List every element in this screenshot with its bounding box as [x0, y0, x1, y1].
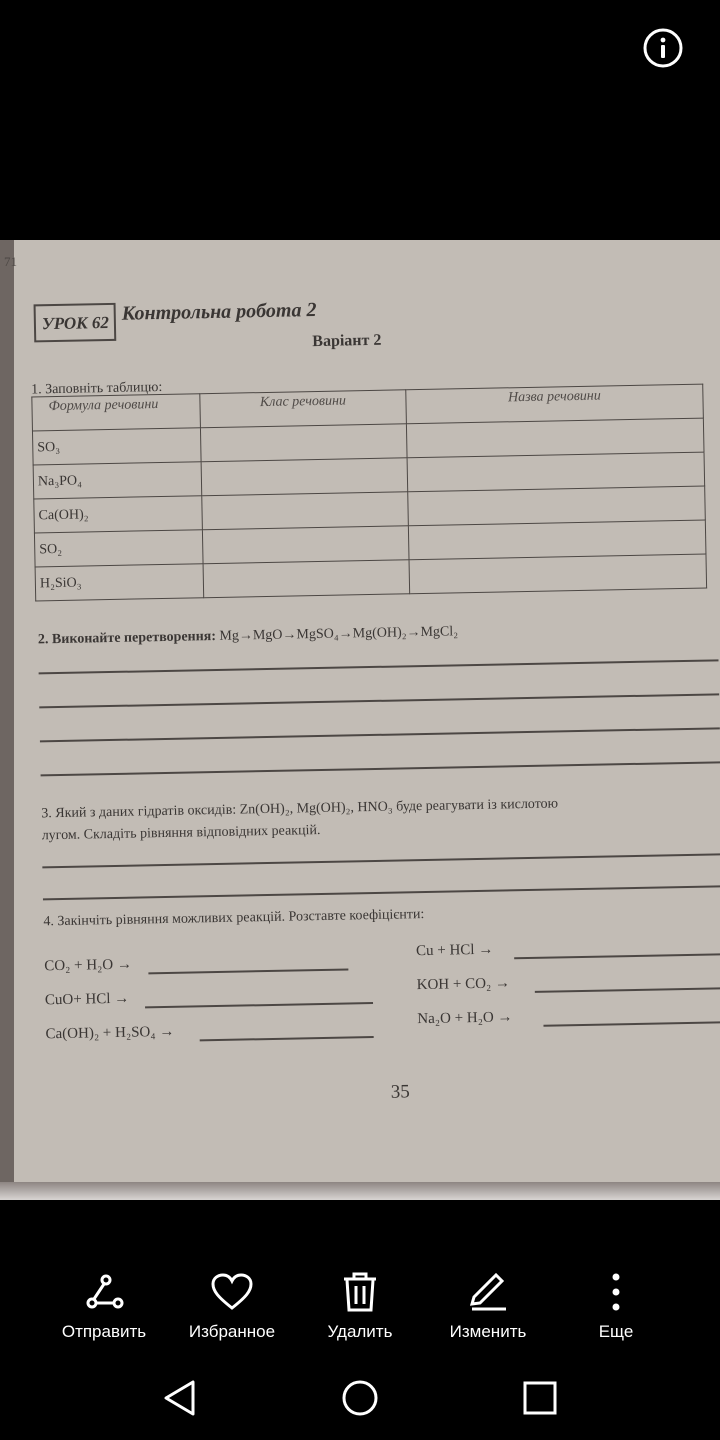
- task2-text: 2. Виконайте перетворення:: [37, 628, 217, 648]
- back-triangle-icon: [160, 1378, 200, 1418]
- equation-right-3: Na₂O + H₂O →: [417, 1009, 513, 1028]
- favorite-label: Избранное: [188, 1322, 276, 1341]
- name-cell: [409, 554, 707, 594]
- class-cell: [202, 492, 409, 530]
- edit-button[interactable]: [428, 1262, 548, 1346]
- name-cell: [408, 520, 706, 560]
- delete-label: Удалить: [327, 1322, 393, 1341]
- lesson-label: УРОК 62: [34, 303, 117, 343]
- table-header: Клас речовини: [200, 390, 407, 428]
- task2-chain: Mg→MgO→MgSO₄→Mg(OH)₂→MgCl₂: [219, 624, 459, 644]
- answer-line: [40, 727, 720, 742]
- table-header: Формула речовини: [32, 394, 201, 431]
- task3-question: 3. Який з даних гідратів оксидів: Zn(OH)₂, Mg(OH)₂, HNO₃ буде реагувати із кислотою: [41, 796, 559, 822]
- name-cell: [408, 486, 706, 526]
- worksheet: [10, 240, 720, 1192]
- answer-line: [543, 1021, 720, 1026]
- worksheet-title: Контрольна робота 2: [121, 298, 317, 325]
- task1-heading: 1. Заповніть таблицю:: [31, 379, 163, 398]
- info-icon: [642, 27, 684, 69]
- answer-line: [148, 968, 348, 973]
- page-number: 35: [390, 1081, 410, 1103]
- task4-heading: 4. Закінчіть рівняння можливих реакцій. Розставте коефіцієнти:: [43, 907, 425, 930]
- name-cell: [406, 418, 704, 458]
- info-button[interactable]: [642, 27, 684, 69]
- formula-cell: Na₃PO₄: [33, 462, 202, 499]
- class-cell: [202, 526, 409, 564]
- send-button[interactable]: [44, 1262, 164, 1346]
- answer-line: [145, 1002, 373, 1008]
- equation-left-2: CuO+ HCl →: [44, 990, 130, 1009]
- share-icon: [82, 1272, 126, 1312]
- equation-left-1: CO₂ + H₂O →: [44, 956, 133, 975]
- task3-question-cont: лугом. Складіть рівняння відповідних реакцій.: [41, 823, 321, 844]
- pencil-icon: [466, 1272, 510, 1312]
- formula-cell: Ca(OH)₂: [34, 496, 203, 533]
- photo-viewer[interactable]: [0, 240, 720, 1200]
- more-label: Еще: [598, 1322, 634, 1341]
- answer-line: [200, 1036, 374, 1041]
- formula-cell: H₂SiO₃: [35, 564, 204, 601]
- answer-line: [42, 853, 720, 868]
- answer-line: [39, 659, 719, 674]
- back-button[interactable]: [160, 1378, 200, 1423]
- equation-left-3: Ca(OH)₂ + H₂SO₄ →: [45, 1023, 175, 1043]
- class-cell: [203, 560, 410, 598]
- equation-right-1: Cu + HCl →: [415, 941, 494, 960]
- answer-line: [39, 693, 719, 708]
- substances-table: [31, 384, 707, 602]
- home-button[interactable]: [340, 1378, 380, 1423]
- trash-icon: [338, 1272, 382, 1312]
- task2: [38, 624, 458, 648]
- formula-cell: SO₃: [32, 428, 201, 465]
- gallery-toolbar: [0, 1262, 720, 1346]
- page-edge: [0, 240, 14, 1200]
- answer-line: [535, 987, 720, 992]
- send-label: Отправить: [61, 1322, 147, 1341]
- class-cell: [201, 458, 408, 496]
- formula-cell: SO₂: [34, 530, 203, 567]
- answer-line: [514, 953, 720, 959]
- heart-icon: [210, 1272, 254, 1312]
- recents-square-icon: [520, 1378, 560, 1418]
- home-circle-icon: [340, 1378, 380, 1418]
- variant-label: Варіант 2: [312, 331, 382, 351]
- equation-right-2: KOH + CO₂ →: [416, 975, 511, 994]
- more-vertical-icon: [594, 1272, 638, 1312]
- more-button[interactable]: [556, 1262, 676, 1346]
- corner-page-number: 71: [4, 254, 17, 269]
- favorite-button[interactable]: [172, 1262, 292, 1346]
- answer-line: [43, 885, 720, 900]
- recents-button[interactable]: [520, 1378, 560, 1423]
- name-cell: [407, 452, 705, 492]
- delete-button[interactable]: [300, 1262, 420, 1346]
- edit-label: Изменить: [449, 1322, 527, 1341]
- answer-line: [41, 761, 720, 776]
- navigation-bar: [0, 1360, 720, 1440]
- table-header: Назва речовини: [406, 384, 704, 424]
- class-cell: [200, 424, 407, 462]
